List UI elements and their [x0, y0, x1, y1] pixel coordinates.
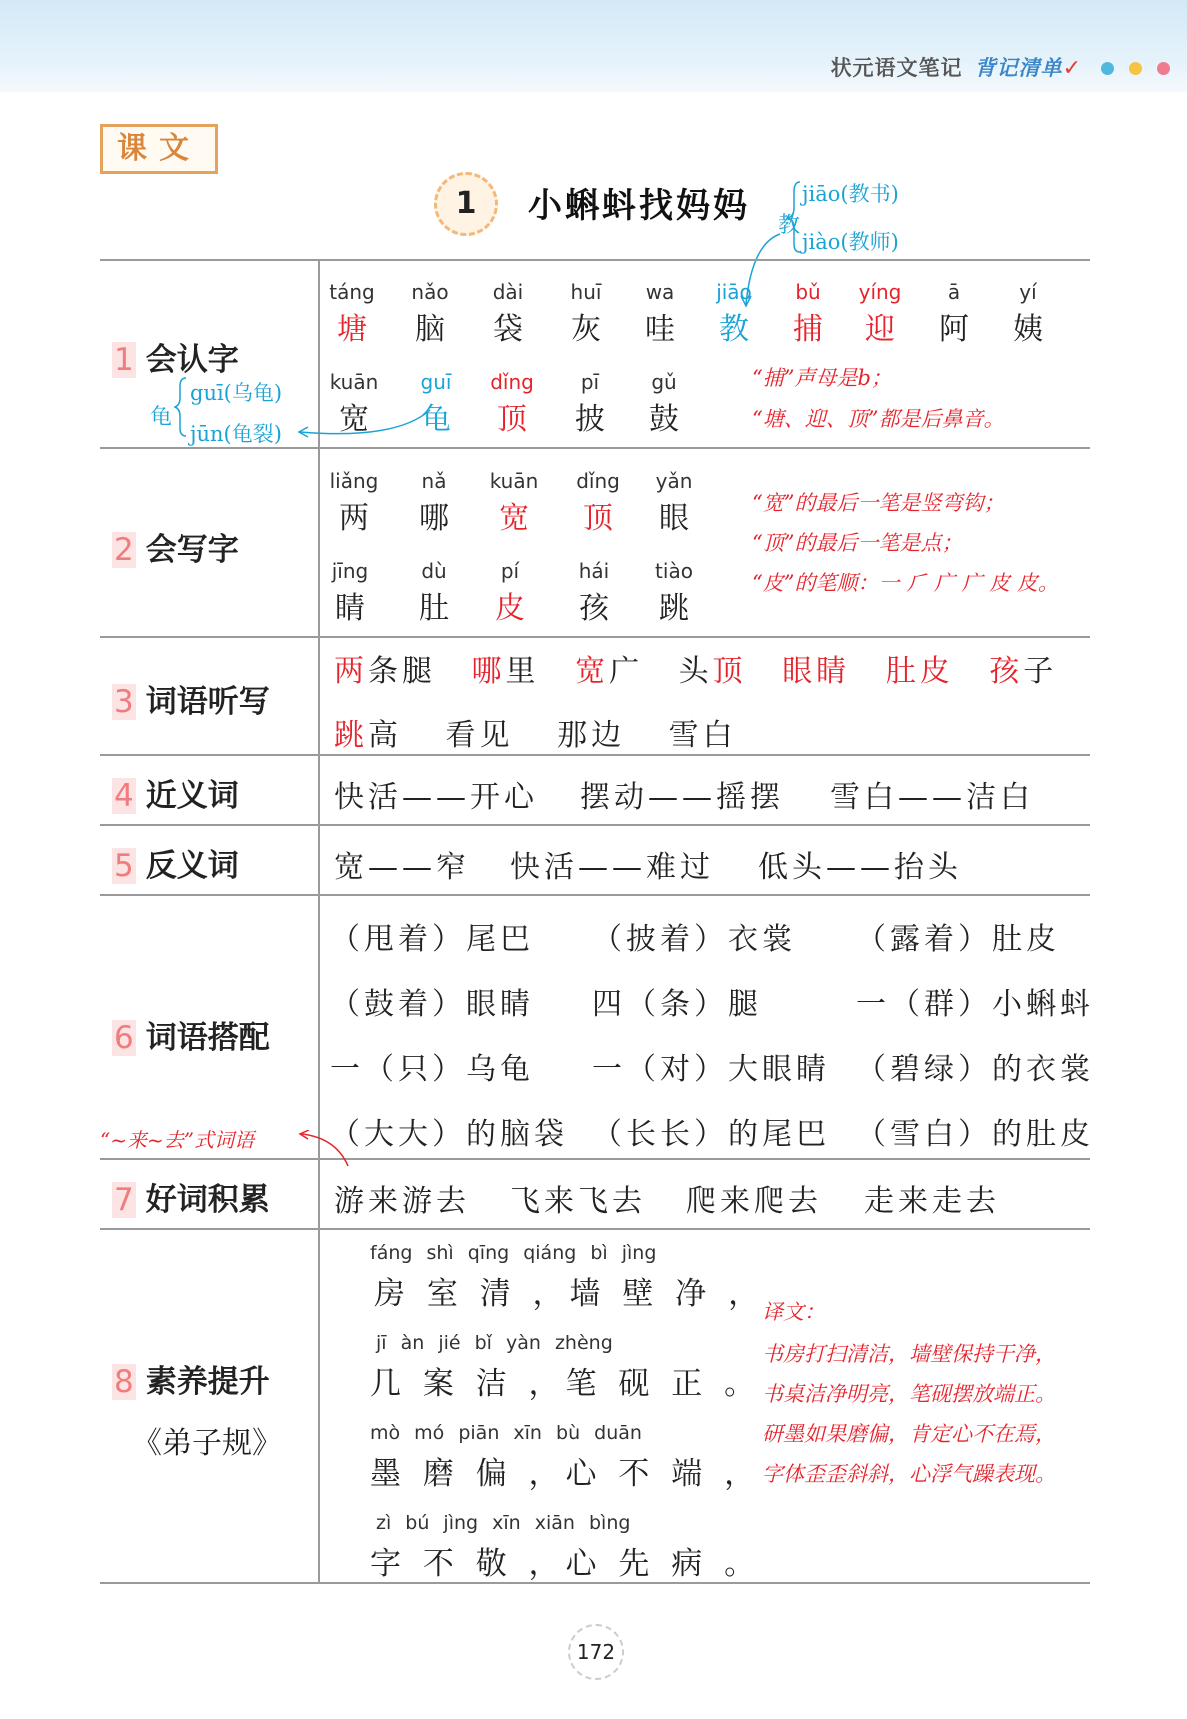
collocation: （大大）的脑袋 — [330, 1117, 568, 1152]
character: 鼓 — [649, 402, 679, 437]
collocation: （碧绿）的衣裳 — [856, 1052, 1094, 1087]
translation-title: 译文： — [762, 1300, 825, 1324]
dictation-line-2: 跳高 看见 那边 雪白 — [334, 718, 737, 753]
pinyin: pī — [580, 370, 600, 394]
collocation: （甩着）尾巴 — [330, 922, 534, 957]
character: 阿 — [939, 312, 969, 347]
pinyin: dǐng — [490, 370, 534, 394]
section-label-8: 8 素养提升 — [114, 1364, 270, 1400]
row-divider — [100, 1228, 1090, 1230]
jiao-note-reading2: jiào(教师) — [802, 230, 899, 254]
pinyin: tiào — [655, 559, 693, 583]
synonym-pair: 雪白——洁白 — [830, 780, 1034, 815]
section-label-4: 4 近义词 — [114, 778, 239, 814]
header-brand — [831, 52, 1082, 82]
pinyin: kuān — [329, 370, 379, 394]
pinyin: dài — [492, 280, 524, 304]
pinyin: jīng — [331, 559, 369, 583]
pinyin: nǎ — [421, 469, 447, 493]
poem-line: 字 不 敬 ，心 先 病 。 — [370, 1546, 762, 1582]
character: 眼 — [659, 501, 689, 536]
poem-line: 房 室 清 ，墙 壁 净 ， — [374, 1276, 766, 1312]
note-line: “塘、迎、顶”都是后鼻音。 — [752, 407, 1005, 431]
character: 顶 — [583, 501, 613, 536]
table-top-rule — [100, 259, 1090, 261]
character: 宽 — [339, 402, 369, 437]
antonym-pair: 宽——窄 — [334, 850, 470, 885]
pinyin: kuān — [489, 469, 539, 493]
brand-subtitle: 背记清单 — [974, 56, 1063, 80]
character: 肚 — [419, 591, 449, 626]
character: 宽 — [499, 501, 529, 536]
character: 灰 — [571, 312, 601, 347]
note-line: “捕”声母是b； — [752, 366, 892, 390]
collocation: 一（群）小蝌蚪 — [856, 987, 1094, 1022]
pinyin: gǔ — [651, 370, 677, 394]
dot-icon — [1101, 62, 1114, 75]
good-word: 飞来飞去 — [510, 1184, 646, 1219]
collocation: （雪白）的肚皮 — [856, 1117, 1094, 1152]
section-label-7: 7 好词积累 — [114, 1182, 270, 1218]
pinyin: pí — [500, 559, 520, 583]
character: 塘 — [337, 312, 367, 347]
side-note: “~来~去”式词语 — [100, 1128, 254, 1152]
dictation-line-1: 两条腿 哪里 宽广 头顶 眼睛 肚皮 孩子 — [334, 654, 1058, 689]
antonym-pair: 快活——难过 — [510, 850, 714, 885]
character: 捕 — [793, 312, 823, 347]
poem-pinyin: fáng shì qīng qiáng bì jìng — [370, 1242, 657, 1264]
antonym-pair: 低头——抬头 — [758, 850, 962, 885]
section-label-5: 5 反义词 — [114, 848, 239, 884]
pinyin: huī — [570, 280, 602, 304]
gui-note-reading2: jūn(龟裂) — [190, 422, 282, 446]
pinyin: yíng — [858, 280, 902, 304]
character: 皮 — [495, 591, 525, 626]
character: 睛 — [335, 591, 365, 626]
row-divider — [100, 894, 1090, 896]
character: 跳 — [659, 591, 689, 626]
poem-pinyin: jī àn jié bǐ yàn zhèng — [376, 1332, 613, 1354]
poem-pinyin: zì bú jìng xīn xiān bìng — [376, 1512, 631, 1534]
collocation: （鼓着）眼睛 — [330, 987, 534, 1022]
pinyin: nǎo — [411, 280, 449, 304]
section-label-1: 1 会认字 — [114, 342, 239, 378]
pinyin: jiāo — [716, 280, 752, 304]
translation-line: 书房打扫清洁，墙壁保持干净， — [762, 1342, 1056, 1366]
translation-line: 字体歪歪斜斜，心浮气躁表现。 — [762, 1462, 1056, 1486]
section-label-3: 3 词语听写 — [114, 684, 270, 720]
good-word: 爬来爬去 — [686, 1184, 822, 1219]
collocation: （披着）衣裳 — [592, 922, 796, 957]
section-label-2: 2 会写字 — [114, 532, 239, 568]
collocation: 一（对）大眼睛 — [592, 1052, 830, 1087]
pinyin: táng — [329, 280, 375, 304]
character: 教 — [719, 312, 749, 347]
poem-pinyin: mò mó piān xīn bù duān — [370, 1422, 642, 1444]
translation-line: 研墨如果磨偏，肯定心不在焉， — [762, 1422, 1056, 1446]
row-divider — [100, 754, 1090, 756]
character: 袋 — [493, 312, 523, 347]
note-line: “皮”的笔顺：⼀ ⺁ 广 广 皮 皮。 — [752, 571, 1059, 595]
pinyin: liǎng — [329, 469, 379, 493]
row-divider — [100, 1158, 1090, 1160]
character: 迎 — [865, 312, 895, 347]
synonym-pair: 快活——开心 — [334, 780, 538, 815]
row-divider — [100, 824, 1090, 826]
jiao-note-char: 教 — [778, 213, 801, 238]
pinyin: bǔ — [795, 280, 821, 304]
note-line: “宽”的最后一笔是竖弯钩； — [752, 491, 1005, 515]
collocation: 四（条）腿 — [592, 987, 762, 1022]
pinyin: guī — [420, 370, 452, 394]
row-divider — [100, 636, 1090, 638]
pinyin: dù — [421, 559, 447, 583]
poem-line: 几 案 洁 ，笔 砚 正 。 — [370, 1366, 762, 1402]
collocation: （长长）的尾巴 — [592, 1117, 830, 1152]
dot-icon — [1129, 62, 1142, 75]
character: 两 — [339, 501, 369, 536]
lesson-title: 小蝌蚪找妈妈 — [528, 186, 750, 226]
character: 顶 — [497, 402, 527, 437]
character: 姨 — [1013, 312, 1043, 347]
section-tag: 课文 — [100, 124, 218, 174]
side-note-arrow — [296, 1130, 356, 1170]
collocation: 一（只）乌龟 — [330, 1052, 534, 1087]
character: 哇 — [645, 312, 675, 347]
character: 脑 — [415, 312, 445, 347]
good-word: 游来游去 — [334, 1184, 470, 1219]
pinyin: yí — [1019, 280, 1037, 304]
character: 孩 — [579, 591, 609, 626]
character: 披 — [575, 402, 605, 437]
character: 哪 — [419, 501, 449, 536]
pinyin: ā — [947, 280, 961, 304]
page-number: 172 — [568, 1624, 624, 1680]
pinyin: hái — [578, 559, 610, 583]
pinyin: yǎn — [655, 469, 693, 493]
brand-name: 状元语文笔记 — [830, 56, 963, 80]
gui-note-reading1: guī(乌龟) — [190, 381, 283, 405]
character: 龟 — [421, 402, 451, 437]
note-line: “顶”的最后一笔是点； — [752, 531, 963, 555]
synonym-pair: 摆动——摇摆 — [580, 780, 784, 815]
jiao-note-reading1: jiāo(教书) — [802, 182, 899, 206]
gui-note-char: 龟 — [150, 405, 173, 430]
check-icon: ✓ — [1062, 56, 1082, 81]
poem-line: 墨 磨 偏 ，心 不 端 ， — [370, 1456, 762, 1492]
poem-source: 《弟子规》 — [132, 1426, 282, 1461]
dot-icon — [1157, 62, 1170, 75]
translation-line: 书桌洁净明亮，笔砚摆放端正。 — [762, 1382, 1056, 1406]
collocation: （露着）肚皮 — [856, 922, 1060, 957]
pinyin: wa — [645, 280, 675, 304]
column-divider — [318, 261, 320, 1584]
lesson-number: 1 — [434, 172, 498, 236]
good-word: 走来走去 — [864, 1184, 1000, 1219]
pinyin: dǐng — [576, 469, 620, 493]
section-label-6: 6 词语搭配 — [114, 1020, 270, 1056]
